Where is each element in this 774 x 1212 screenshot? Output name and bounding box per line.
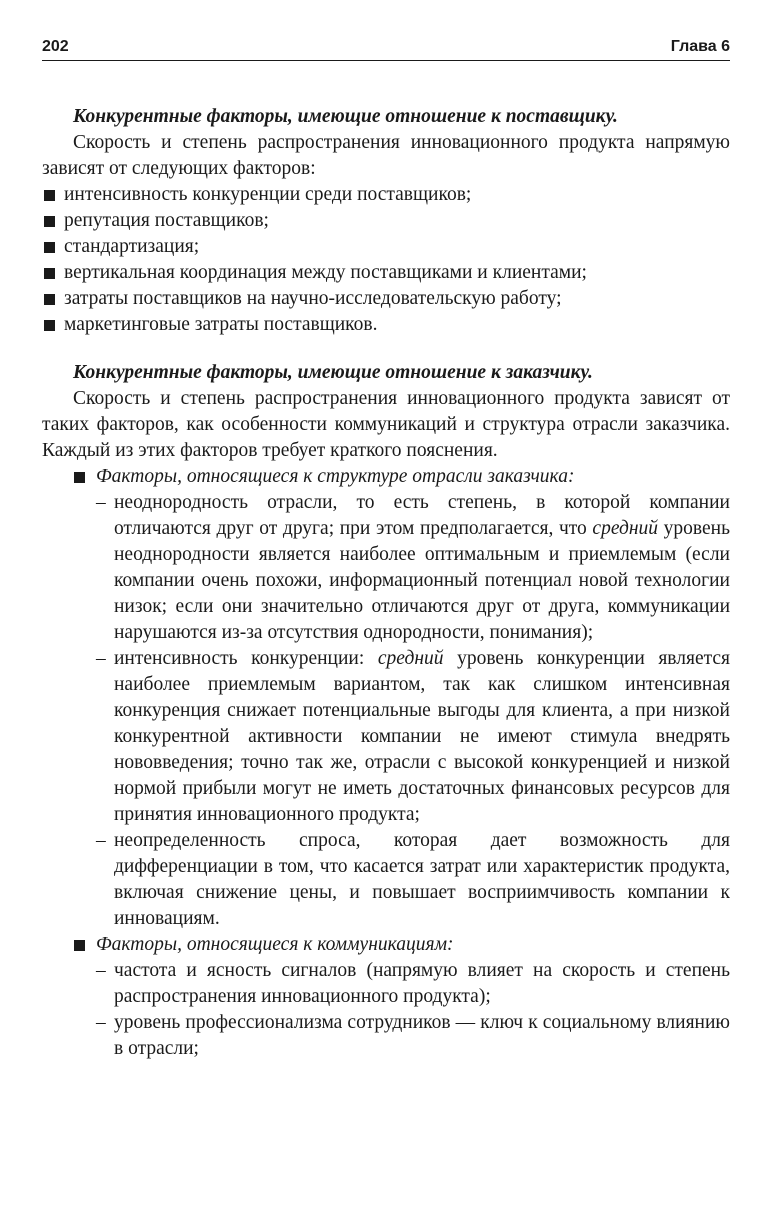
section-heading-customer: Конкурентные факторы, имеющие отношение к заказчику. [73, 362, 593, 383]
bullet-square-icon [44, 216, 55, 227]
supplier-factors-list [42, 182, 730, 338]
subheading-industry-structure: Факторы, относящиеся к структуре отрасли заказчика: [42, 464, 730, 490]
bullet-square-icon [44, 320, 55, 331]
page-number: 202 [42, 38, 69, 55]
communications-list [42, 958, 730, 1062]
bullet-square-icon [44, 294, 55, 305]
bullet-square-icon [44, 190, 55, 201]
list-item: стандартизация; [42, 234, 730, 260]
list-item: затраты поставщиков на научно-исследовательскую работу; [42, 286, 730, 312]
bullet-square-icon [74, 940, 85, 951]
bullet-square-icon [74, 472, 85, 483]
list-item: – неоднородность отрасли, то есть степень, в которой компании отличаются друг от друга; при этом предполагается, что средний уровень неоднородности является наиболее оптимальным и приемлемым (если компании очень похожи, информационный потенциал новой технологии низок; если они значительно отличаются друг от друга, коммуникации нарушаются из-за отсутствия однородности, понимания); [96, 492, 730, 643]
bullet-square-icon [44, 268, 55, 279]
list-item: – уровень профессионализма сотрудников — ключ к социальному влиянию в отрасли; [96, 1012, 730, 1059]
list-item: интенсивность конкуренции среди поставщиков; [42, 182, 730, 208]
section-heading-supplier: Конкурентные факторы, имеющие отношение к поставщику. [73, 106, 618, 127]
chapter-label: Глава 6 [670, 38, 730, 55]
subheading-communications: Факторы, относящиеся к коммуникациям: [42, 932, 730, 958]
list-item: – интенсивность конкуренции: средний уровень конкуренции является наиболее приемлемым вариантом, так как слишком интенсивная конкуренция снижает потенциальные выгоды для клиента, а при низкой конкурентной активности компании не имеют стимула внедрять нововведения; точно так же, отрасли с высокой конкуренцией и низкой нормой прибыли могут не иметь достаточных финансовых ресурсов для принятия инновационного продукта; [96, 648, 730, 825]
list-item: вертикальная координация между поставщиками и клиентами; [42, 260, 730, 286]
page-body [42, 104, 730, 1062]
list-item: – частота и ясность сигналов (напрямую влияет на скорость и степень распространения инновационного продукта); [96, 960, 730, 1007]
section-intro-customer: Скорость и степень распространения инновационного продукта зависят от таких факторов, как особенности коммуникаций и структура отрасли заказчика. Каждый из этих факторов требует краткого пояснения. [42, 388, 730, 461]
running-header [42, 36, 730, 61]
list-item: маркетинговые затраты поставщиков. [42, 312, 730, 338]
section-intro-supplier: Скорость и степень распространения инновационного продукта напрямую зависят от следующих факторов: [42, 132, 730, 179]
list-item: – неопределенность спроса, которая дает возможность для дифференциации в том, что касается затрат или характеристик продукта, включая снижение цены, и повышает восприимчивость компании к инновациям. [96, 830, 730, 929]
list-item: репутация поставщиков; [42, 208, 730, 234]
bullet-square-icon [44, 242, 55, 253]
industry-structure-list [42, 490, 730, 932]
